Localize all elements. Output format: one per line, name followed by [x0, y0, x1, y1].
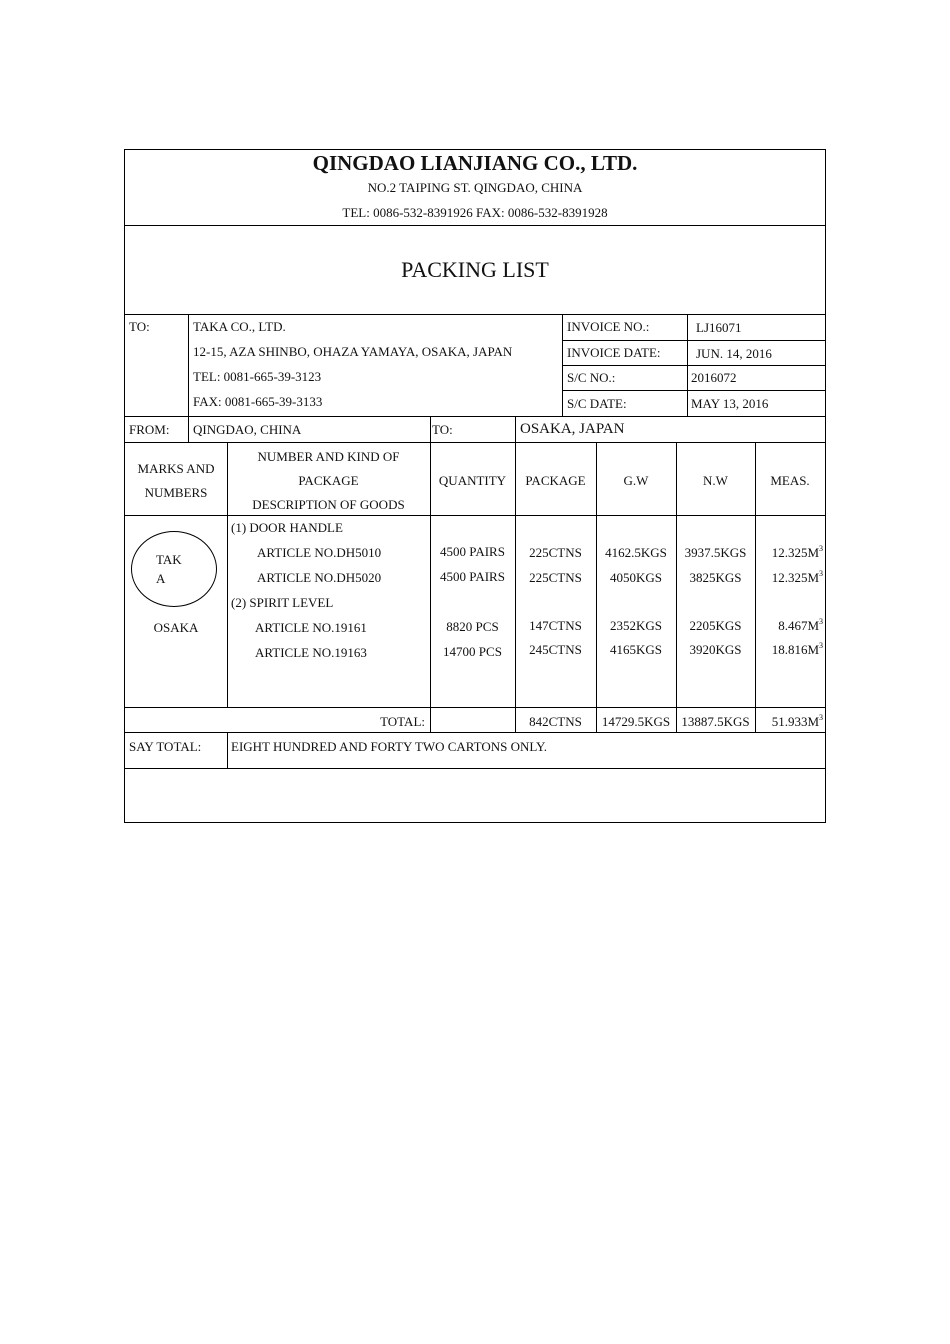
col-quantity: QUANTITY — [438, 473, 507, 488]
company-address: NO.2 TAIPING ST. QINGDAO, CHINA — [367, 180, 583, 195]
group-label: (2) SPIRIT LEVEL — [231, 595, 334, 610]
item-package: 147CTNS — [529, 618, 582, 633]
to-address: 12-15, AZA SHINBO, OHAZA YAMAYA, OSAKA, JAPAN — [193, 344, 513, 359]
item-article: ARTICLE NO.19161 — [255, 620, 367, 635]
col-marks-line1: MARKS AND — [137, 461, 215, 476]
item-article: ARTICLE NO.19163 — [255, 645, 367, 660]
item-article: ARTICLE NO.DH5010 — [257, 545, 382, 560]
item-package: 225CTNS — [529, 570, 582, 585]
item-gw: 4050KGS — [609, 570, 662, 585]
rule-route-to-value — [515, 416, 516, 442]
sc-no-label: S/C NO.: — [567, 370, 616, 385]
invoice-date: JUN. 14, 2016 — [696, 346, 772, 361]
packing-list-document — [124, 149, 826, 823]
rule-total-bottom — [125, 732, 825, 733]
item-package: 245CTNS — [529, 642, 582, 657]
rule-to-label — [188, 314, 189, 442]
col-desc-line1: NUMBER AND KIND OF — [257, 449, 400, 464]
item-quantity: 8820 PCS — [446, 619, 499, 634]
route-to-label: TO: — [432, 422, 453, 437]
item-meas-value: 12.325M — [771, 570, 819, 585]
rule-invoice-mid — [687, 314, 688, 416]
item-gw: 2352KGS — [609, 618, 662, 633]
rule-header-bottom — [125, 225, 825, 226]
rule-invoice-2 — [562, 365, 825, 366]
item-gw: 4165KGS — [609, 642, 662, 657]
total-meas — [755, 714, 823, 730]
col-package: PACKAGE — [525, 473, 586, 488]
rule-saytotal-bottom — [125, 768, 825, 769]
item-quantity: 4500 PAIRS — [440, 544, 505, 559]
shipping-mark-line1: TAK — [156, 552, 182, 567]
rule-items-bottom — [125, 707, 825, 708]
invoice-no-label: INVOICE NO.: — [567, 319, 650, 334]
total-gw: 14729.5KGS — [601, 714, 671, 729]
item-quantity: 4500 PAIRS — [440, 569, 505, 584]
shipping-mark-port: OSAKA — [153, 620, 199, 635]
page-title: PACKING LIST — [401, 257, 549, 282]
company-name: QINGDAO LIANJIANG CO., LTD. — [312, 151, 638, 175]
item-gw: 4162.5KGS — [605, 545, 667, 560]
item-meas — [755, 545, 823, 561]
group-label: (1) DOOR HANDLE — [231, 520, 343, 535]
col-marks-line2: NUMBERS — [144, 485, 208, 500]
item-nw: 3920KGS — [689, 642, 742, 657]
total-package: 842CTNS — [529, 714, 582, 729]
to-name: TAKA CO., LTD. — [193, 319, 286, 334]
item-meas — [755, 618, 823, 634]
rule-title-bottom — [125, 314, 825, 315]
total-label: TOTAL: — [380, 714, 425, 729]
to-label: TO: — [129, 319, 150, 334]
rule-route-to — [430, 416, 431, 442]
item-quantity: 14700 PCS — [443, 644, 502, 659]
rule-route-bottom — [125, 442, 825, 443]
item-meas-unit: 3 — [819, 617, 823, 626]
sc-date: MAY 13, 2016 — [691, 396, 769, 411]
rule-to-bottom — [125, 416, 825, 417]
invoice-no: LJ16071 — [696, 320, 742, 335]
col-gw: G.W — [623, 473, 649, 488]
rule-invoice-1 — [562, 340, 825, 341]
rule-invoice-3 — [562, 390, 825, 391]
item-article: ARTICLE NO.DH5020 — [257, 570, 382, 585]
route-to-value: OSAKA, JAPAN — [520, 421, 625, 437]
rule-colheader-bottom — [125, 515, 825, 516]
say-total-text: EIGHT HUNDRED AND FORTY TWO CARTONS ONLY. — [231, 739, 548, 754]
total-nw: 13887.5KGS — [681, 714, 750, 729]
col-nw: N.W — [703, 473, 728, 488]
from-value: QINGDAO, CHINA — [193, 422, 302, 437]
sc-no: 2016072 — [691, 370, 737, 385]
say-total-label: SAY TOTAL: — [129, 739, 202, 754]
item-meas-value: 8.467M — [778, 618, 819, 633]
shipping-mark-line2: A — [156, 571, 166, 586]
company-contact: TEL: 0086-532-8391926 FAX: 0086-532-8391928 — [342, 205, 608, 220]
item-meas-unit: 3 — [819, 544, 823, 553]
item-meas — [755, 570, 823, 586]
to-fax: FAX: 0081-665-39-3133 — [193, 394, 323, 409]
col-desc-line3: DESCRIPTION OF GOODS — [252, 497, 405, 512]
item-meas-value: 12.325M — [771, 545, 819, 560]
col-meas: MEAS. — [770, 473, 810, 488]
rule-invoice-left — [562, 314, 563, 416]
to-tel: TEL: 0081-665-39-3123 — [193, 369, 322, 384]
rule-saytotal — [227, 732, 228, 768]
item-meas — [755, 642, 823, 658]
item-nw: 3825KGS — [689, 570, 742, 585]
total-meas-unit: 3 — [819, 713, 823, 722]
item-meas-unit: 3 — [819, 569, 823, 578]
shipping-mark-circle — [131, 531, 217, 607]
sc-date-label: S/C DATE: — [567, 396, 627, 411]
col-desc-line2: PACKAGE — [298, 473, 359, 488]
item-nw: 2205KGS — [689, 618, 742, 633]
invoice-date-label: INVOICE DATE: — [567, 345, 661, 360]
total-meas-value: 51.933M — [771, 714, 819, 729]
item-meas-unit: 3 — [819, 641, 823, 650]
from-label: FROM: — [129, 422, 170, 437]
item-package: 225CTNS — [529, 545, 582, 560]
item-meas-value: 18.816M — [771, 642, 819, 657]
item-nw: 3937.5KGS — [684, 545, 747, 560]
